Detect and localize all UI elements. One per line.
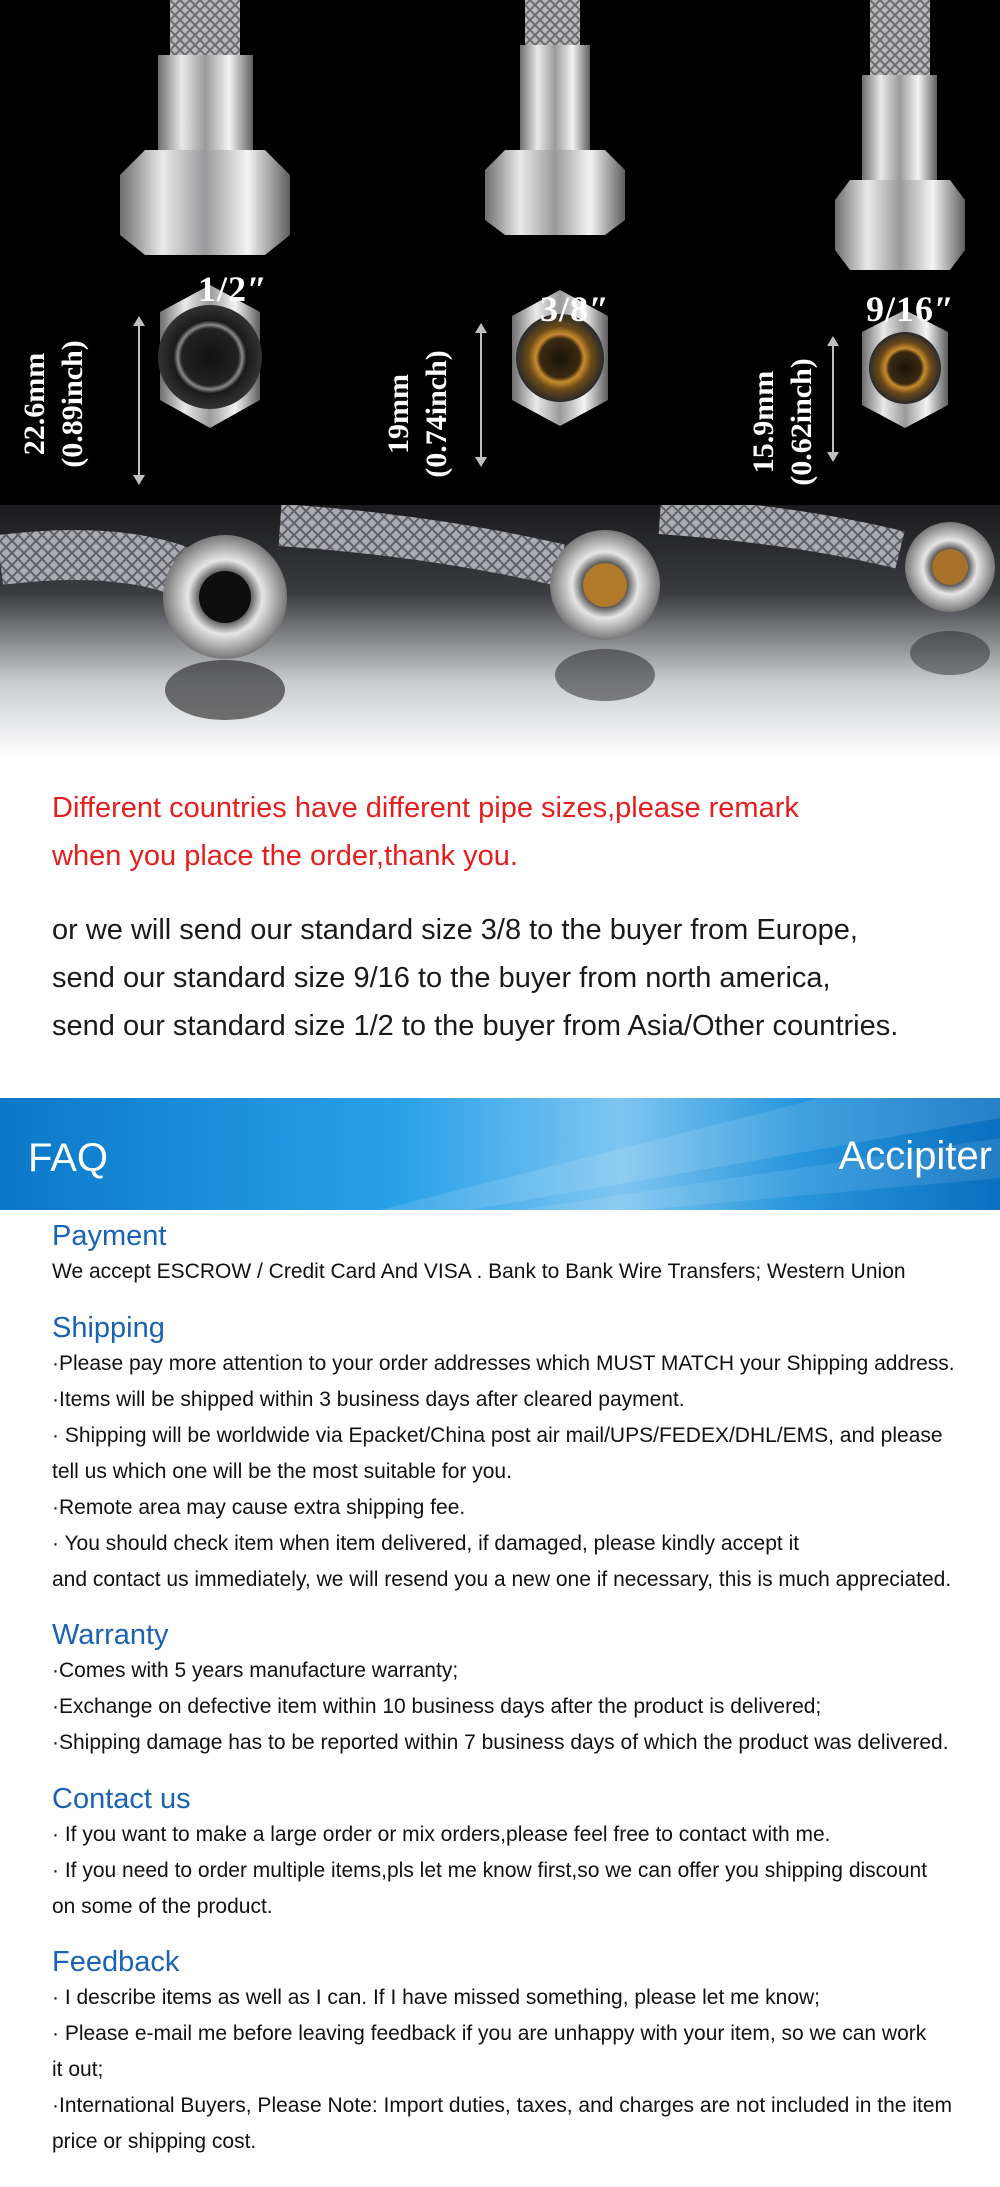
section-line: ·International Buyers, Please Note: Import duties, taxes, and charges are not included in the item <box>52 2094 952 2117</box>
size-label-three-eighths: 3/8″ <box>540 289 610 329</box>
notice-line-north-america: send our standard size 9/16 to the buyer from north america, <box>52 962 831 994</box>
section-heading: Contact us <box>52 1783 191 1815</box>
faq-banner <box>0 1098 1000 1210</box>
faq-section-contact <box>52 1781 982 1925</box>
dimension-arrow <box>480 325 482 465</box>
section-line: · If you want to make a large order or mix orders,please feel free to contact with me. <box>52 1823 831 1846</box>
section-heading: Feedback <box>52 1946 180 1978</box>
faq-title: FAQ <box>28 1136 109 1180</box>
section-line: on some of the product. <box>52 1895 273 1918</box>
section-line: ·Items will be shipped within 3 business days after cleared payment. <box>52 1388 685 1411</box>
hoses-illustration <box>0 505 1000 757</box>
section-line: · You should check item when item delivered, if damaged, please kindly accept it <box>52 1532 800 1555</box>
section-line: ·Shipping damage has to be reported within 7 business days of which the product was delivered. <box>52 1731 949 1754</box>
section-line: · If you need to order multiple items,pls let me know first,so we can offer you shipping discount <box>52 1859 928 1882</box>
section-line: ·Please pay more attention to your order addresses which MUST MATCH your Shipping address. <box>52 1352 955 1375</box>
dimension-half-inch: 22.6mm (0.89inch) <box>18 340 89 468</box>
section-line: it out; <box>52 2058 104 2081</box>
faq-section-warranty <box>52 1617 982 1761</box>
faq-section-payment <box>52 1218 982 1290</box>
hoses-reflection-photo <box>0 505 1000 757</box>
section-line: · Please e-mail me before leaving feedback if you are unhappy with your item, so we can work <box>52 2022 927 2045</box>
size-label-half-inch: 1/2″ <box>198 269 268 309</box>
dimension-arrow <box>138 318 140 483</box>
notice-line-asia: send our standard size 1/2 to the buyer from Asia/Other countries. <box>52 1010 899 1042</box>
hose-fittings-illustration <box>0 0 1000 505</box>
section-line: ·Exchange on defective item within 10 business days after the product is delivered; <box>52 1695 822 1718</box>
notice-red-line-2: when you place the order,thank you. <box>52 840 518 872</box>
notice-red-line-1: Different countries have different pipe sizes,please remark <box>52 792 799 824</box>
notice-line-europe: or we will send our standard size 3/8 to the buyer from Europe, <box>52 914 858 946</box>
product-size-photo <box>0 0 1000 505</box>
section-line: tell us which one will be the most suitable for you. <box>52 1460 512 1483</box>
faq-section-shipping <box>52 1310 982 1598</box>
section-heading: Payment <box>52 1220 167 1252</box>
section-heading: Warranty <box>52 1619 169 1651</box>
section-line: · Shipping will be worldwide via Epacket/China post air mail/UPS/FEDEX/DHL/EMS, and please <box>52 1424 943 1447</box>
brand-name: Accipiter <box>838 1134 992 1178</box>
dimension-arrow <box>832 338 834 460</box>
section-line: We accept ESCROW / Credit Card And VISA . Bank to Bank Wire Transfers; Western Union <box>52 1260 906 1283</box>
section-line: and contact us immediately, we will resend you a new one if necessary, this is much appreciated. <box>52 1568 952 1591</box>
section-line: price or shipping cost. <box>52 2130 257 2153</box>
dimension-three-eighths: 19mm (0.74inch) <box>382 350 453 478</box>
dimension-nine-sixteenths: 15.9mm (0.62inch) <box>747 358 818 486</box>
faq-section-feedback <box>52 1944 982 2160</box>
section-line: ·Remote area may cause extra shipping fee. <box>52 1496 466 1519</box>
section-line: · I describe items as well as I can. If I have missed something, please let me know; <box>52 1986 820 2009</box>
section-line: ·Comes with 5 years manufacture warranty; <box>52 1659 459 1682</box>
section-heading: Shipping <box>52 1312 165 1344</box>
size-label-nine-sixteenths: 9/16″ <box>866 289 955 329</box>
